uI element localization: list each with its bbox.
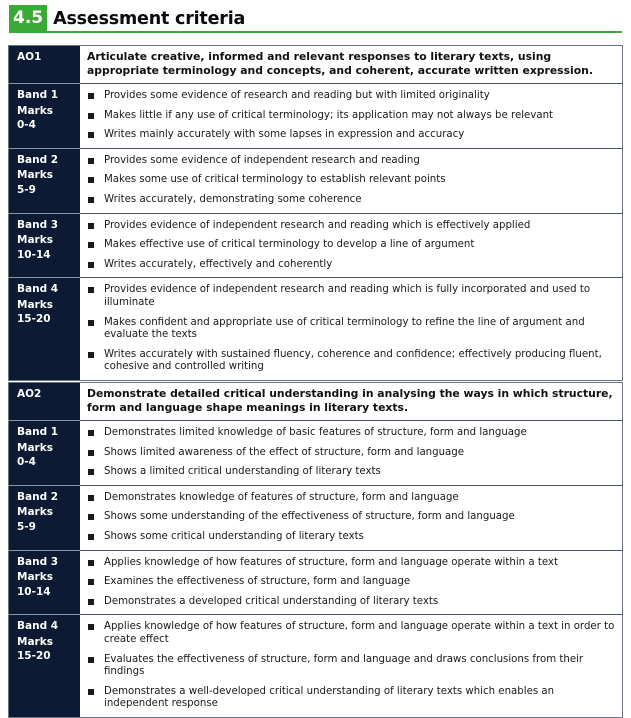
criteria-cell xyxy=(80,615,623,718)
criterion-item: Makes little if any use of critical terminology; its application may not always be relevant xyxy=(87,110,616,123)
square-bullet-icon xyxy=(88,113,94,119)
criterion-item: Writes accurately with sustained fluency, coherence and confidence; effectively producing fluent, cohesive and controlled writing xyxy=(87,349,616,374)
ao2-code: AO2 xyxy=(9,383,81,421)
square-bullet-icon xyxy=(88,93,94,99)
criterion-item: Writes accurately, effectively and coherently xyxy=(87,259,616,272)
criterion-item: Provides evidence of independent research and reading which is effectively applied xyxy=(87,220,616,233)
ao2-band-4-row xyxy=(9,615,623,718)
square-bullet-icon xyxy=(88,657,94,663)
section-number: 4.5 xyxy=(9,5,47,31)
square-bullet-icon xyxy=(88,689,94,695)
marks-range: 10-14 xyxy=(17,585,51,598)
criterion-item: Provides some evidence of independent research and reading xyxy=(87,155,616,168)
marks-label: Marks xyxy=(17,635,53,648)
square-bullet-icon xyxy=(88,495,94,501)
square-bullet-icon xyxy=(88,262,94,268)
criterion-item: Writes mainly accurately with some lapses in expression and accuracy xyxy=(87,129,616,142)
criteria-cell xyxy=(80,148,623,213)
criterion-item: Writes accurately, demonstrating some coherence xyxy=(87,194,616,207)
marks-range: 5-9 xyxy=(17,183,36,196)
band-label: Band 2 xyxy=(17,490,59,503)
criterion-item: Makes effective use of critical terminology to develop a line of argument xyxy=(87,239,616,252)
marks-label: Marks xyxy=(17,104,53,117)
ao1-criteria-table xyxy=(8,45,623,381)
criterion-item: Evaluates the effectiveness of structure, form and language and draws conclusions from their findings xyxy=(87,654,616,679)
ao1-band-2-row xyxy=(9,148,623,213)
criterion-item: Makes some use of critical terminology to establish relevant points xyxy=(87,174,616,187)
band-label: Band 4 xyxy=(17,620,59,633)
criterion-item: Applies knowledge of how features of structure, form and language operate within a text in order to create effect xyxy=(87,621,616,646)
marks-range: 0-4 xyxy=(17,119,36,131)
square-bullet-icon xyxy=(88,352,94,358)
square-bullet-icon xyxy=(88,320,94,326)
band-label-cell xyxy=(9,84,81,149)
criteria-cell xyxy=(80,421,623,486)
square-bullet-icon xyxy=(88,197,94,203)
criterion-item: Provides some evidence of research and reading but with limited originality xyxy=(87,90,616,103)
marks-range: 5-9 xyxy=(17,520,36,533)
band-label: Band 4 xyxy=(17,283,59,296)
marks-range: 15-20 xyxy=(17,650,51,663)
ao1-band-3-row xyxy=(9,213,623,278)
criterion-item: Shows some critical understanding of literary texts xyxy=(87,531,616,544)
band-label: Band 1 xyxy=(17,89,59,101)
band-label: Band 3 xyxy=(17,218,59,231)
band-label: Band 1 xyxy=(17,426,59,438)
criteria-cell xyxy=(80,550,623,615)
marks-label: Marks xyxy=(17,169,53,182)
square-bullet-icon xyxy=(88,534,94,540)
square-bullet-icon xyxy=(88,450,94,456)
criterion-item: Shows limited awareness of the effect of structure, form and language xyxy=(87,447,616,460)
band-label: Band 2 xyxy=(17,153,59,166)
ao2-band-1-row xyxy=(9,421,623,486)
criterion-item: Demonstrates a well-developed critical understanding of literary texts which enables an independent response xyxy=(87,686,616,711)
square-bullet-icon xyxy=(88,223,94,229)
ao2-criteria-table xyxy=(8,382,623,718)
band-label: Band 3 xyxy=(17,555,59,568)
square-bullet-icon xyxy=(88,560,94,566)
square-bullet-icon xyxy=(88,158,94,164)
square-bullet-icon xyxy=(88,287,94,293)
marks-label: Marks xyxy=(17,441,53,454)
square-bullet-icon xyxy=(88,624,94,630)
square-bullet-icon xyxy=(88,132,94,138)
marks-label: Marks xyxy=(17,298,53,311)
criterion-item: Applies knowledge of how features of structure, form and language operate within a text xyxy=(87,557,616,570)
criterion-item: Shows some understanding of the effectiveness of structure, form and language xyxy=(87,511,616,524)
square-bullet-icon xyxy=(88,599,94,605)
ao2-band-2-row xyxy=(9,485,623,550)
band-label-cell xyxy=(9,213,81,278)
marks-label: Marks xyxy=(17,234,53,247)
band-label-cell xyxy=(9,278,81,381)
ao1-code: AO1 xyxy=(9,46,81,84)
ao1-band-1-row xyxy=(9,84,623,149)
marks-label: Marks xyxy=(17,571,53,584)
criterion-item: Provides evidence of independent research and reading which is fully incorporated and used to illuminate xyxy=(87,284,616,309)
criterion-item: Demonstrates limited knowledge of basic features of structure, form and language xyxy=(87,427,616,440)
criteria-cell xyxy=(80,485,623,550)
criterion-item: Examines the effectiveness of structure, form and language xyxy=(87,576,616,589)
band-label-cell xyxy=(9,421,81,486)
marks-range: 10-14 xyxy=(17,248,51,261)
marks-range: 15-20 xyxy=(17,313,51,326)
criterion-item: Makes confident and appropriate use of critical terminology to refine the line of argument and evaluate the texts xyxy=(87,317,616,342)
band-label-cell xyxy=(9,615,81,718)
criterion-item: Demonstrates knowledge of features of structure, form and language xyxy=(87,492,616,505)
square-bullet-icon xyxy=(88,579,94,585)
square-bullet-icon xyxy=(88,469,94,475)
square-bullet-icon xyxy=(88,514,94,520)
ao2-band-3-row xyxy=(9,550,623,615)
marks-range: 0-4 xyxy=(17,456,36,468)
square-bullet-icon xyxy=(88,242,94,248)
criterion-item: Shows a limited critical understanding of literary texts xyxy=(87,466,616,479)
ao1-description: Articulate creative, informed and relevant responses to literary texts, using appropriate terminology and concepts, and coherent, accurate written expression. xyxy=(80,46,623,84)
criteria-cell xyxy=(80,278,623,381)
square-bullet-icon xyxy=(88,177,94,183)
ao1-band-4-row xyxy=(9,278,623,381)
criteria-cell xyxy=(80,213,623,278)
band-label-cell xyxy=(9,485,81,550)
ao2-description: Demonstrate detailed critical understanding in analysing the ways in which structure, form and language shape meanings in literary texts. xyxy=(80,383,623,421)
square-bullet-icon xyxy=(88,430,94,436)
section-title: Assessment criteria xyxy=(53,9,246,29)
ao1-header-row xyxy=(9,46,623,84)
criterion-item: Demonstrates a developed critical understanding of literary texts xyxy=(87,596,616,609)
section-heading xyxy=(9,5,622,33)
ao2-header-row xyxy=(9,383,623,421)
criteria-cell xyxy=(80,84,623,149)
band-label-cell xyxy=(9,148,81,213)
marks-label: Marks xyxy=(17,506,53,519)
band-label-cell xyxy=(9,550,81,615)
